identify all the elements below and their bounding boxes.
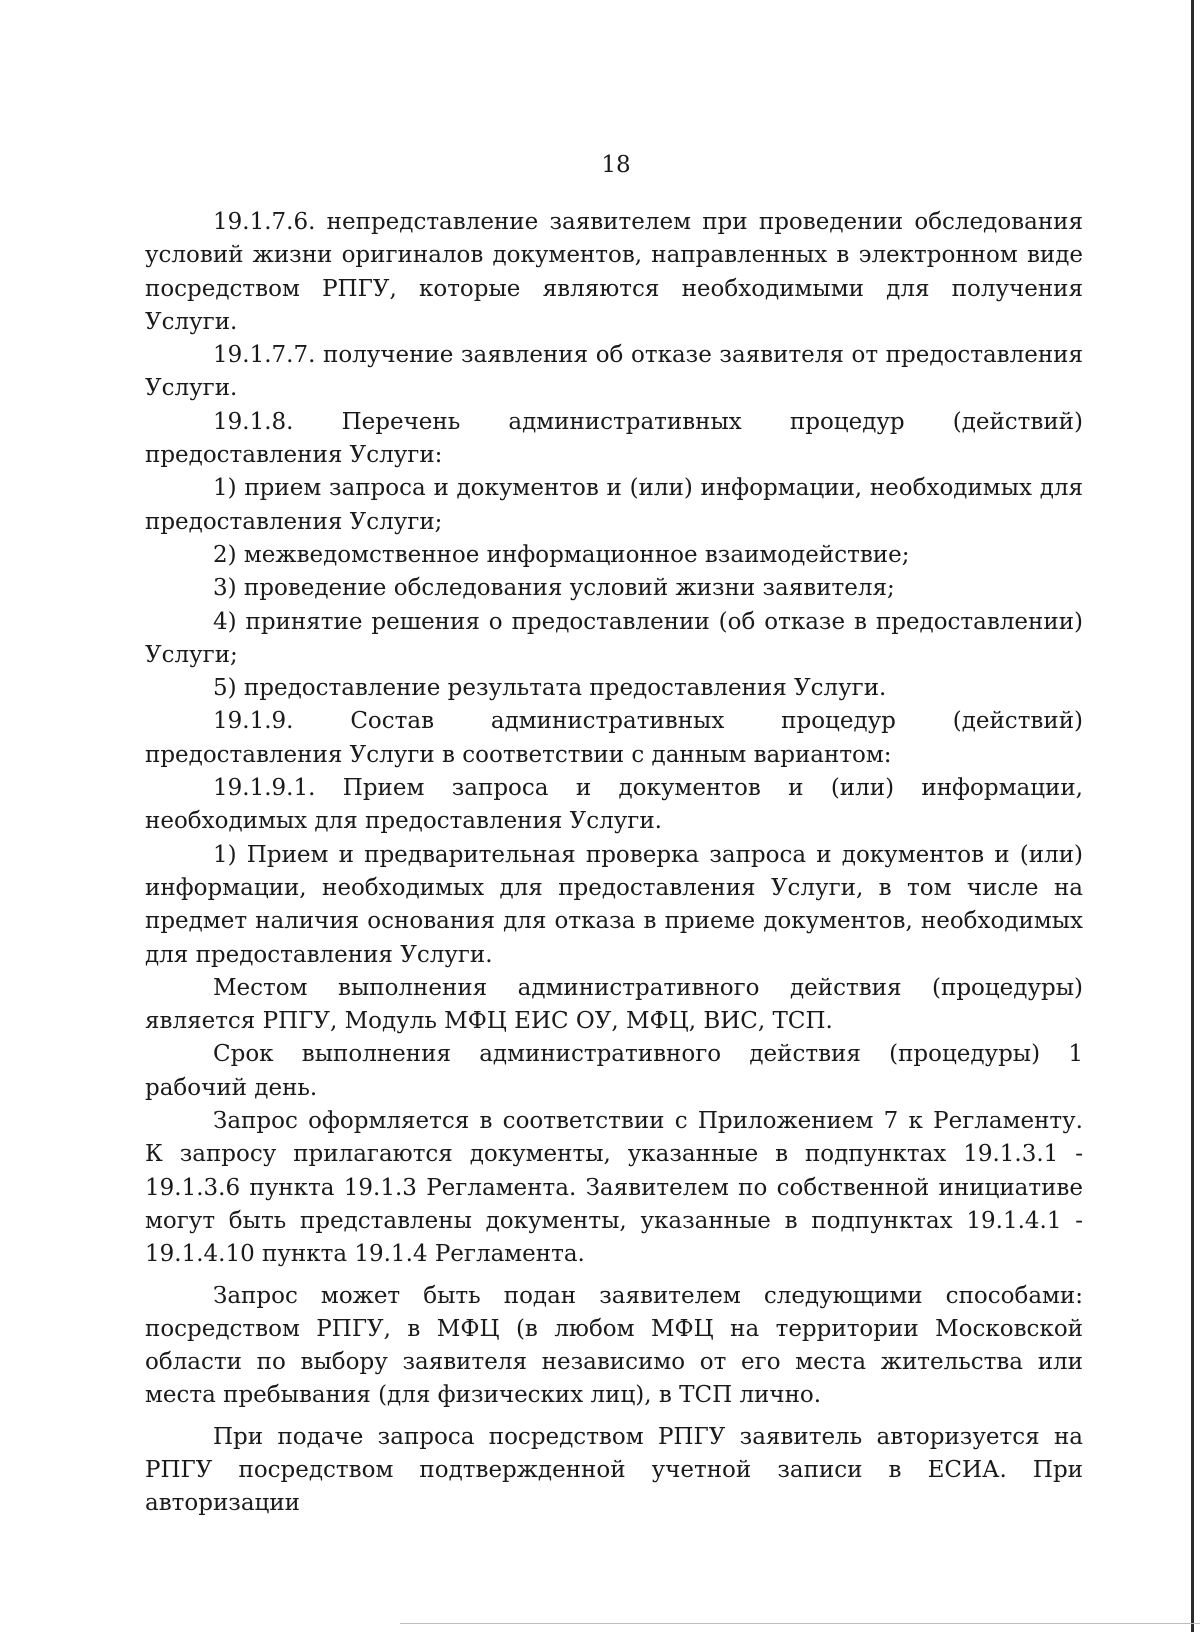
paragraph-place: Местом выполнения административного действия (процедуры) является РПГУ, Модуль МФЦ ЕИС ОУ, МФЦ, ВИС, ТСП. bbox=[145, 974, 1083, 1035]
paragraph-submission-methods: Запрос может быть подан заявителем следующими способами: посредством РПГУ, в МФЦ (в любом МФЦ на территории Московской области по выбору заявителя независимо от его места жительства или места пребывания (для физических лиц), в ТСП лично. bbox=[145, 1282, 1083, 1409]
scan-edge-right bbox=[1191, 0, 1194, 1632]
paragraph-19-1-9-1: 19.1.9.1. Прием запроса и документов и (или) информации, необходимых для предоставления Услуги. bbox=[145, 775, 1083, 835]
scan-edge-bottom bbox=[400, 1623, 1200, 1624]
paragraph-rpgu-auth: При подаче запроса посредством РПГУ заявитель авторизуется на РПГУ посредством подтвержденной учетной записи в ЕСИА. При авторизации bbox=[145, 1423, 1083, 1517]
paragraph-19-1-8: 19.1.8. Перечень административных процедур (действий) предоставления Услуги: bbox=[145, 408, 1083, 469]
list-item-1: 1) прием запроса и документов и (или) информации, необходимых для предоставления Услуги; bbox=[145, 475, 1083, 535]
list-item-3: 3) проведение обследования условий жизни заявителя; bbox=[213, 575, 895, 602]
paragraph-step-1: 1) Прием и предварительная проверка запроса и документов и (или) информации, необходимых для предоставления Услуги, в том числе на предмет наличия основания для отказа в приеме документов, необходимых для предоставления Услуги. bbox=[145, 841, 1083, 968]
list-item-2: 2) межведомственное информационное взаимодействие; bbox=[213, 541, 910, 568]
paragraph-19-1-9: 19.1.9. Состав административных процедур (действий) предоставления Услуги в соответствии с данным вариантом: bbox=[145, 708, 1083, 768]
paragraph-deadline: Срок выполнения административного действия (процедуры) 1 рабочий день. bbox=[145, 1041, 1083, 1101]
paragraph-19-1-7-6: 19.1.7.6. непредставление заявителем при проведении обследования условий жизни оригиналов документов, направленных в электронном виде посредством РПГУ, которые являются необходимыми для получения Услуги. bbox=[145, 209, 1083, 335]
paragraph-19-1-7-7: 19.1.7.7. получение заявления об отказе заявителя от предоставления Услуги. bbox=[145, 342, 1083, 402]
list-item-4: 4) принятие решения о предоставлении (об отказе в предоставлении) Услуги; bbox=[145, 608, 1083, 668]
body-text bbox=[145, 206, 1083, 1521]
page-number: 18 bbox=[601, 152, 631, 178]
paragraph-request-form: Запрос оформляется в соответствии с Приложением 7 к Регламенту. К запросу прилагаются документы, указанные в подпунктах 19.1.3.1 - 19.1.3.6 пункта 19.1.3 Регламента. Заявителем по собственной инициативе могут быть представлены документы, указанные в подпунктах 19.1.4.1 - 19.1.4.10 пункта 19.1.4 Регламента. bbox=[145, 1108, 1083, 1268]
list-item-5: 5) предоставление результата предоставления Услуги. bbox=[213, 675, 887, 702]
